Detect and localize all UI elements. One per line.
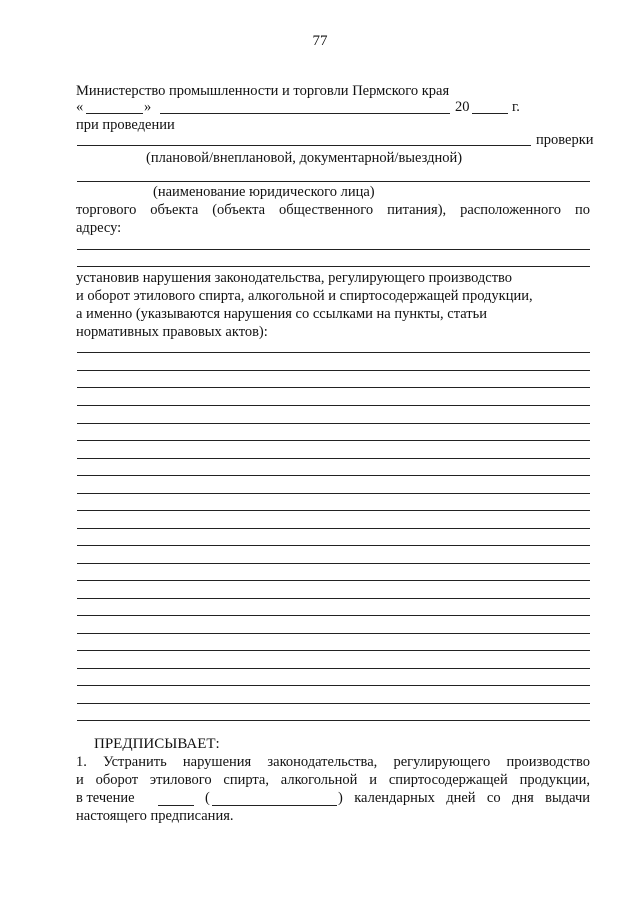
violation-line[interactable] xyxy=(77,475,590,476)
check-type-hint: (плановой/внеплановой, документарной/выездной) xyxy=(146,150,463,166)
violation-line[interactable] xyxy=(77,545,590,546)
violation-line[interactable] xyxy=(77,370,590,371)
ministry-name: Министерство промышленности и торговли Пермского края xyxy=(76,83,450,99)
address-label: адресу: xyxy=(76,220,122,236)
order-heading: ПРЕДПИСЫВАЕТ: xyxy=(94,736,220,752)
order-item-1-line-4: настоящего предписания. xyxy=(76,808,234,824)
date-year-field[interactable] xyxy=(472,113,508,114)
violation-line[interactable] xyxy=(77,720,590,721)
check-label: проверки xyxy=(536,132,594,148)
violation-line[interactable] xyxy=(77,423,590,424)
term-days-words-field[interactable] xyxy=(212,805,337,806)
inspection-type-field[interactable] xyxy=(77,145,531,146)
term-paren-open: ( xyxy=(205,790,210,806)
violation-line[interactable] xyxy=(77,703,590,704)
order-item-1-line-2: и оборот этилового спирта, алкогольной и спиртосодержащей продукции, xyxy=(76,772,590,788)
date-open-quote: « xyxy=(76,99,84,115)
violation-line[interactable] xyxy=(77,352,590,353)
violations-line-2: и оборот этилового спирта, алкогольной и спиртосодержащей продукции, xyxy=(76,288,533,304)
address-field-line-1[interactable] xyxy=(77,249,590,250)
date-month-field[interactable] xyxy=(160,113,450,114)
violations-line-3: а именно (указываются нарушения со ссылками на пункты, статьи xyxy=(76,306,488,322)
violation-line[interactable] xyxy=(77,510,590,511)
violation-line[interactable] xyxy=(77,563,590,564)
violation-line[interactable] xyxy=(77,615,590,616)
page-number: 77 xyxy=(312,33,328,49)
violation-line[interactable] xyxy=(77,650,590,651)
violation-line[interactable] xyxy=(77,668,590,669)
entity-name-field[interactable] xyxy=(77,181,590,182)
term-days-number-field[interactable] xyxy=(158,805,194,806)
violation-line[interactable] xyxy=(77,387,590,388)
during-label: при проведении xyxy=(76,117,175,133)
order-term-suffix: ) календарных дней со дня выдачи xyxy=(338,790,590,806)
violation-line[interactable] xyxy=(77,405,590,406)
date-day-field[interactable] xyxy=(86,113,143,114)
object-description: торгового объекта (объекта общественного питания), расположенного по xyxy=(76,202,590,218)
violation-line[interactable] xyxy=(77,528,590,529)
violation-line[interactable] xyxy=(77,598,590,599)
violations-line-4: нормативных правовых актов): xyxy=(76,324,268,340)
violation-line[interactable] xyxy=(77,633,590,634)
entity-name-hint: (наименование юридического лица) xyxy=(153,184,375,200)
violation-line[interactable] xyxy=(77,493,590,494)
violation-line[interactable] xyxy=(77,685,590,686)
year-suffix: г. xyxy=(512,99,520,115)
order-item-1-line-1: 1. Устранить нарушения законодательства, регулирующего производство xyxy=(76,754,590,770)
address-field-line-2[interactable] xyxy=(77,266,590,267)
violation-line[interactable] xyxy=(77,580,590,581)
order-term-prefix: в течение xyxy=(76,790,135,806)
year-prefix: 20 xyxy=(455,99,470,115)
date-close-quote: » xyxy=(144,99,152,115)
violations-line-1: установив нарушения законодательства, регулирующего производство xyxy=(76,270,513,286)
violation-line[interactable] xyxy=(77,458,590,459)
violation-line[interactable] xyxy=(77,440,590,441)
